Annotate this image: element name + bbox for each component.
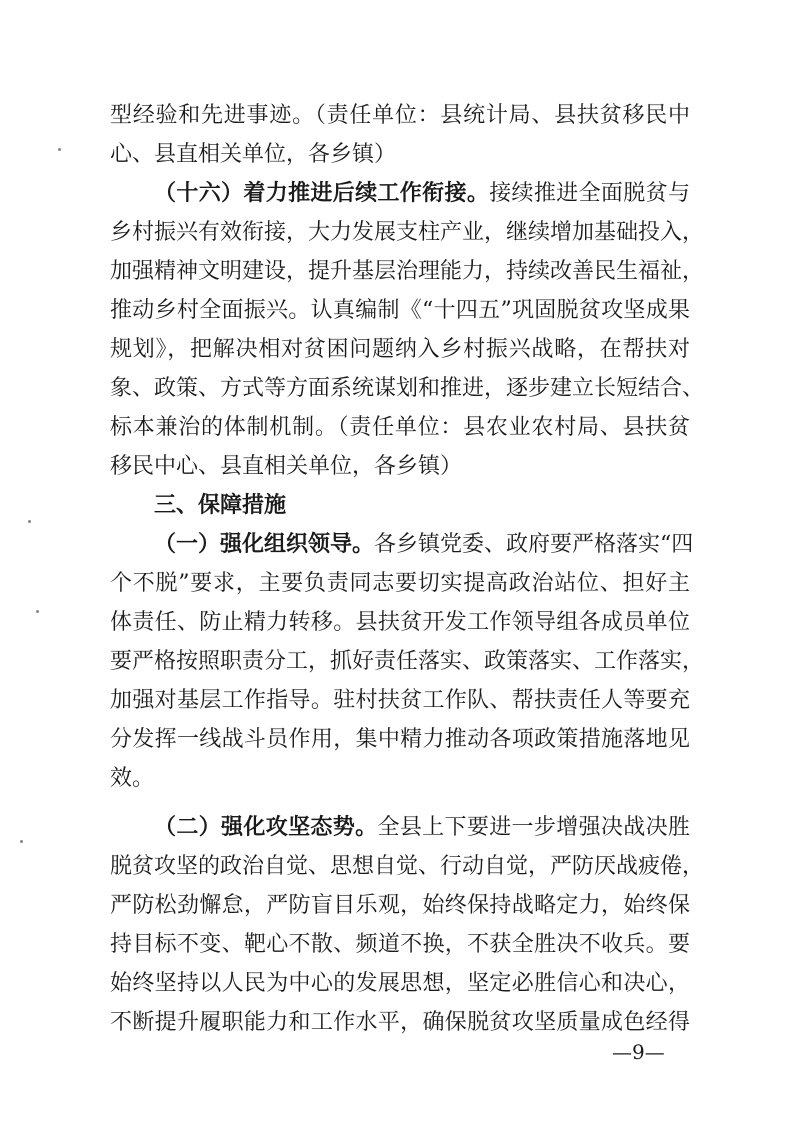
paragraph-line: 规划》，把解决相对贫困问题纳入乡村振兴战略，在帮扶对: [110, 337, 690, 362]
paragraph-line: 乡村振兴有效衔接，大力发展支柱产业，继续增加基础投入，: [110, 220, 705, 245]
item-1-lead: （一）强化组织领导。: [154, 531, 375, 557]
paragraph-line: 加强精神文明建设，提升基层治理能力，持续改善民生福祉，: [110, 259, 705, 284]
paragraph-line: 加强对基层工作指导。驻村扶贫工作队、帮扶责任人等要充: [110, 688, 690, 713]
paragraph-spacer: [110, 798, 690, 808]
paragraph-line: 要严格按照职责分工，抓好责任落实、政策落实、工作落实，: [110, 649, 705, 674]
section-heading: 三、保障措施: [154, 493, 287, 518]
body-text: [110, 96, 705, 1042]
paragraph-line: 持目标不变、靶心不散、频道不换，不获全胜决不收兵。要: [110, 932, 690, 957]
paragraph-line: 体责任、防止精力转移。县扶贫开发工作领导组各成员单位: [110, 610, 690, 635]
paragraph-line: 个不脱”要求，主要负责同志要切实提高政治站位、担好主: [110, 571, 690, 596]
item-16-lead: （十六）着力推进后续工作衔接。: [154, 180, 490, 206]
scan-speck: [28, 520, 31, 523]
item-1-first-line: [110, 525, 694, 564]
paragraph-line: 象、政策、方式等方面系统谋划和推进，逐步建立长短结合、: [110, 376, 705, 401]
paragraph-line: 分发挥一线战斗员作用，集中精力推动各项政策措施落地见: [110, 727, 690, 752]
item-2-first-line: [110, 808, 690, 847]
paragraph-line: 严防松劲懈怠，严防盲目乐观，始终保持战略定力，始终保: [110, 893, 690, 918]
paragraph-line: 脱贫攻坚的政治自觉、思想自觉、行动自觉，严防厌战疲倦，: [110, 854, 705, 879]
paragraph-line: 效。: [110, 766, 155, 791]
paragraph-line: 推动乡村全面振兴。认真编制《“十四五”巩固脱贫攻坚成果: [110, 298, 690, 323]
scan-speck: [58, 148, 61, 151]
paragraph-line: 移民中心、县直相关单位，各乡镇）: [110, 454, 463, 479]
paragraph-line: 心、县直相关单位，各乡镇）: [110, 142, 397, 167]
item-2-lead: （二）强化攻坚态势。: [154, 814, 378, 840]
page-number: —9—: [612, 1040, 665, 1064]
paragraph-line: 标本兼治的体制机制。（责任单位：县农业农村局、县扶贫: [110, 415, 690, 440]
item-2-rest: 全县上下要进一步增强决战决胜: [377, 815, 690, 840]
paragraph-line: 不断提升履职能力和工作水平，确保脱贫攻坚质量成色经得: [110, 1010, 690, 1035]
scan-speck: [20, 840, 23, 843]
item-16-rest: 接续推进全面脱贫与: [489, 181, 690, 206]
item-16-first-line: [110, 174, 690, 213]
scan-speck: [36, 610, 39, 613]
paragraph-line: 始终坚持以人民为中心的发展思想，坚定必胜信心和决心，: [110, 971, 690, 996]
paragraph-line: 型经验和先进事迹。（责任单位：县统计局、县扶贫移民中: [110, 103, 690, 128]
item-1-rest: 各乡镇党委、政府要严格落实“四: [374, 532, 694, 557]
